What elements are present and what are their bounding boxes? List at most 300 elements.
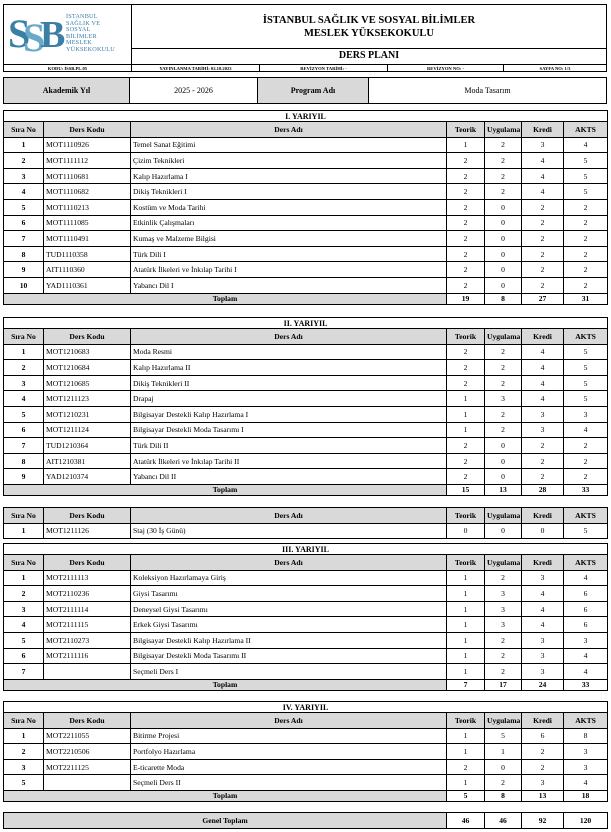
course-kredi: 4	[522, 617, 564, 633]
course-akts: 2	[564, 277, 608, 293]
course-kredi: 4	[522, 391, 564, 407]
course-uygulama: 0	[485, 438, 522, 454]
course-row	[4, 375, 608, 391]
total-uygulama: 13	[485, 484, 522, 495]
svg-text:S: S	[23, 15, 46, 59]
course-akts: 3	[564, 632, 608, 648]
course-teorik: 1	[447, 744, 485, 760]
total-teorik: 19	[447, 293, 485, 304]
semester-1-table	[3, 110, 607, 305]
course-uygulama: 0	[485, 231, 522, 247]
course-row	[4, 759, 608, 775]
semester-total-row	[4, 790, 608, 801]
course-teorik: 1	[447, 728, 485, 744]
header-no: Sıra No	[4, 122, 44, 138]
course-akts: 5	[564, 523, 608, 539]
header-name: Ders Adı	[131, 122, 447, 138]
academic-info-row	[3, 77, 607, 104]
header-uygulama: Uygulama	[485, 122, 522, 138]
course-row	[4, 262, 608, 278]
course-no: 1	[4, 344, 44, 360]
header-teorik: Teorik	[447, 508, 485, 524]
header-code: Ders Kodu	[44, 508, 131, 524]
course-teorik: 2	[447, 453, 485, 469]
course-no: 6	[4, 422, 44, 438]
course-code	[44, 664, 131, 680]
course-row	[4, 137, 608, 153]
course-name: Moda Resmi	[131, 344, 447, 360]
total-uygulama: 17	[485, 679, 522, 690]
course-name: E-ticarette Moda	[131, 759, 447, 775]
total-uygulama: 8	[485, 293, 522, 304]
course-no: 1	[4, 137, 44, 153]
course-akts: 2	[564, 215, 608, 231]
course-teorik: 2	[447, 469, 485, 485]
course-row	[4, 184, 608, 200]
course-code: AIT1110360	[44, 262, 131, 278]
institution-logo-icon	[7, 11, 65, 59]
header-no: Sıra No	[4, 508, 44, 524]
header-akts: AKTS	[564, 329, 608, 345]
document-meta-row	[4, 64, 606, 72]
course-no: 2	[4, 360, 44, 376]
course-name: Bilgisayar Destekli Kalıp Hazırlama I	[131, 406, 447, 422]
course-row	[4, 775, 608, 791]
course-teorik: 2	[447, 153, 485, 169]
grand-total-table	[3, 812, 607, 829]
course-name: Drapaj	[131, 391, 447, 407]
course-code: MOT1110681	[44, 168, 131, 184]
course-kredi: 2	[522, 231, 564, 247]
total-akts: 33	[564, 679, 608, 690]
course-name: Giysi Tasarımı	[131, 586, 447, 602]
course-name: Seçmeli Ders II	[131, 775, 447, 791]
course-name: Temel Sanat Eğitimi	[131, 137, 447, 153]
course-kredi: 2	[522, 453, 564, 469]
course-teorik: 1	[447, 391, 485, 407]
header-teorik: Teorik	[447, 122, 485, 138]
course-kredi: 0	[522, 523, 564, 539]
course-akts: 2	[564, 438, 608, 454]
course-kredi: 4	[522, 168, 564, 184]
total-akts: 33	[564, 484, 608, 495]
course-teorik: 0	[447, 523, 485, 539]
course-name: Staj (30 İş Günü)	[131, 523, 447, 539]
course-akts: 2	[564, 199, 608, 215]
course-row	[4, 744, 608, 760]
course-row	[4, 601, 608, 617]
course-akts: 3	[564, 406, 608, 422]
course-akts: 2	[564, 469, 608, 485]
course-kredi: 3	[522, 422, 564, 438]
header-teorik: Teorik	[447, 555, 485, 571]
course-akts: 2	[564, 246, 608, 262]
column-header-row	[4, 713, 608, 729]
course-code: YAD1110361	[44, 277, 131, 293]
header-kredi: Kredi	[522, 329, 564, 345]
course-no: 2	[4, 153, 44, 169]
meta-code: KODU: İSSB.PL.05	[4, 65, 132, 72]
semester-total-row	[4, 484, 608, 495]
course-name: Kalıp Hazırlama II	[131, 360, 447, 376]
total-kredi: 13	[522, 790, 564, 801]
course-no: 8	[4, 246, 44, 262]
course-kredi: 2	[522, 246, 564, 262]
course-akts: 2	[564, 262, 608, 278]
course-kredi: 4	[522, 153, 564, 169]
column-header-row	[4, 555, 608, 571]
course-kredi: 3	[522, 775, 564, 791]
course-no: 6	[4, 648, 44, 664]
course-uygulama: 0	[485, 246, 522, 262]
course-kredi: 4	[522, 601, 564, 617]
total-kredi: 28	[522, 484, 564, 495]
course-kredi: 3	[522, 406, 564, 422]
course-row	[4, 469, 608, 485]
course-kredi: 3	[522, 570, 564, 586]
course-code: TUD1210364	[44, 438, 131, 454]
course-row	[4, 168, 608, 184]
course-row	[4, 199, 608, 215]
header-akts: AKTS	[564, 508, 608, 524]
course-no: 10	[4, 277, 44, 293]
course-no: 3	[4, 601, 44, 617]
course-code: MOT2110236	[44, 586, 131, 602]
institution-title-line2: MESLEK YÜKSEKOKULU	[303, 28, 434, 39]
course-name: Koleksiyon Hazırlamaya Giriş	[131, 570, 447, 586]
course-row	[4, 246, 608, 262]
course-row	[4, 231, 608, 247]
course-uygulama: 2	[485, 153, 522, 169]
academic-year-label: Akademik Yıl	[4, 78, 130, 103]
course-uygulama: 0	[485, 453, 522, 469]
course-teorik: 1	[447, 570, 485, 586]
column-header-row	[4, 122, 608, 138]
course-no: 2	[4, 586, 44, 602]
course-code: MOT2110273	[44, 632, 131, 648]
course-no: 1	[4, 523, 44, 539]
total-teorik: 5	[447, 790, 485, 801]
course-no: 3	[4, 375, 44, 391]
course-teorik: 1	[447, 586, 485, 602]
course-kredi: 4	[522, 360, 564, 376]
total-teorik: 15	[447, 484, 485, 495]
course-no: 5	[4, 632, 44, 648]
header-akts: AKTS	[564, 555, 608, 571]
header-teorik: Teorik	[447, 329, 485, 345]
course-uygulama: 2	[485, 664, 522, 680]
course-kredi: 4	[522, 586, 564, 602]
course-akts: 4	[564, 137, 608, 153]
course-code: MOT1111112	[44, 153, 131, 169]
course-code: MOT1210685	[44, 375, 131, 391]
header-kredi: Kredi	[522, 122, 564, 138]
semester-title: IV. YARIYIL	[4, 702, 608, 713]
header-name: Ders Adı	[131, 508, 447, 524]
svg-text:B: B	[40, 14, 65, 56]
header-akts: AKTS	[564, 713, 608, 729]
course-name: Çizim Teknikleri	[131, 153, 447, 169]
course-no: 1	[4, 570, 44, 586]
course-kredi: 2	[522, 199, 564, 215]
grand-total-row	[4, 813, 608, 829]
course-row	[4, 391, 608, 407]
course-uygulama: 2	[485, 775, 522, 791]
course-name: Portfolyo Hazırlama	[131, 744, 447, 760]
header-code: Ders Kodu	[44, 713, 131, 729]
header-no: Sıra No	[4, 555, 44, 571]
course-no: 4	[4, 617, 44, 633]
course-no: 5	[4, 775, 44, 791]
course-akts: 5	[564, 184, 608, 200]
course-name: Bilgisayar Destekli Moda Tasarımı I	[131, 422, 447, 438]
course-code: MOT1210683	[44, 344, 131, 360]
meta-publish-date: YAYINLANMA TARİHİ: 02.10.2023	[132, 65, 260, 72]
header-akts: AKTS	[564, 122, 608, 138]
header-teorik: Teorik	[447, 713, 485, 729]
logo-wordmark: İSTANBUL SAĞLIK VE SOSYAL BİLİMLER MESLEK YÜKSEKOKULU	[66, 13, 115, 53]
course-uygulama: 3	[485, 391, 522, 407]
semester-title: II. YARIYIL	[4, 318, 608, 329]
header-name: Ders Adı	[131, 713, 447, 729]
header-kredi: Kredi	[522, 555, 564, 571]
course-row	[4, 728, 608, 744]
course-code: MOT1211123	[44, 391, 131, 407]
course-akts: 5	[564, 344, 608, 360]
course-row	[4, 648, 608, 664]
course-akts: 3	[564, 744, 608, 760]
semester-4-table	[3, 701, 607, 802]
course-no: 7	[4, 664, 44, 680]
grand-total-akts: 120	[564, 813, 608, 829]
course-no: 8	[4, 453, 44, 469]
course-no: 5	[4, 406, 44, 422]
course-no: 7	[4, 438, 44, 454]
total-akts: 31	[564, 293, 608, 304]
course-uygulama: 3	[485, 601, 522, 617]
course-name: Kalıp Hazırlama I	[131, 168, 447, 184]
course-name: Kumaş ve Malzeme Bilgisi	[131, 231, 447, 247]
course-row	[4, 153, 608, 169]
course-code	[44, 775, 131, 791]
course-teorik: 1	[447, 137, 485, 153]
semester-title: III. YARIYIL	[4, 544, 608, 555]
course-akts: 3	[564, 759, 608, 775]
semester-title-row	[4, 544, 608, 555]
institution-title-line1: İSTANBUL SAĞLIK VE SOSYAL BİLİMLER	[262, 15, 476, 26]
course-no: 1	[4, 728, 44, 744]
course-teorik: 1	[447, 648, 485, 664]
document-title: DERS PLANI	[338, 50, 400, 61]
course-code: MOT2111113	[44, 570, 131, 586]
course-teorik: 2	[447, 360, 485, 376]
course-name: Türk Dili I	[131, 246, 447, 262]
course-row	[4, 406, 608, 422]
course-uygulama: 2	[485, 137, 522, 153]
course-row	[4, 664, 608, 680]
course-code: MOT2211055	[44, 728, 131, 744]
total-label: Toplam	[4, 790, 447, 801]
header-code: Ders Kodu	[44, 122, 131, 138]
course-teorik: 2	[447, 344, 485, 360]
course-code: MOT1111085	[44, 215, 131, 231]
course-uygulama: 2	[485, 422, 522, 438]
course-row	[4, 215, 608, 231]
course-no: 5	[4, 199, 44, 215]
course-name: Yabancı Dil II	[131, 469, 447, 485]
meta-revision-no: REVİZYON NO: -	[388, 65, 504, 72]
course-no: 9	[4, 262, 44, 278]
document-header	[3, 4, 607, 72]
course-teorik: 2	[447, 759, 485, 775]
logo	[4, 5, 132, 64]
course-code: TUD1110358	[44, 246, 131, 262]
course-teorik: 1	[447, 775, 485, 791]
institution-title	[132, 5, 606, 49]
course-code: MOT2111116	[44, 648, 131, 664]
semester-title-row	[4, 318, 608, 329]
header-uygulama: Uygulama	[485, 555, 522, 571]
internship-table	[3, 507, 607, 539]
course-akts: 6	[564, 617, 608, 633]
course-akts: 2	[564, 231, 608, 247]
course-akts: 4	[564, 775, 608, 791]
course-name: Bilgisayar Destekli Kalıp Hazırlama II	[131, 632, 447, 648]
course-kredi: 3	[522, 648, 564, 664]
course-name: Atatürk İlkeleri ve İnkılap Tarihi II	[131, 453, 447, 469]
course-teorik: 2	[447, 184, 485, 200]
course-uygulama: 2	[485, 406, 522, 422]
course-code: MOT2211125	[44, 759, 131, 775]
course-kredi: 2	[522, 215, 564, 231]
course-row	[4, 570, 608, 586]
course-uygulama: 2	[485, 648, 522, 664]
course-uygulama: 1	[485, 744, 522, 760]
course-teorik: 2	[447, 246, 485, 262]
course-akts: 4	[564, 422, 608, 438]
course-uygulama: 3	[485, 617, 522, 633]
total-kredi: 27	[522, 293, 564, 304]
header-uygulama: Uygulama	[485, 508, 522, 524]
course-kredi: 6	[522, 728, 564, 744]
header-kredi: Kredi	[522, 508, 564, 524]
course-uygulama: 0	[485, 759, 522, 775]
course-uygulama: 0	[485, 277, 522, 293]
course-uygulama: 2	[485, 360, 522, 376]
header-uygulama: Uygulama	[485, 713, 522, 729]
course-kredi: 3	[522, 137, 564, 153]
course-no: 2	[4, 744, 44, 760]
course-no: 9	[4, 469, 44, 485]
course-kredi: 2	[522, 277, 564, 293]
course-teorik: 2	[447, 215, 485, 231]
course-teorik: 1	[447, 601, 485, 617]
course-row	[4, 360, 608, 376]
header-uygulama: Uygulama	[485, 329, 522, 345]
course-name: Kostüm ve Moda Tarihi	[131, 199, 447, 215]
semester-3-table	[3, 543, 607, 691]
course-uygulama: 2	[485, 184, 522, 200]
course-uygulama: 2	[485, 375, 522, 391]
course-akts: 5	[564, 153, 608, 169]
semester-total-row	[4, 293, 608, 304]
course-name: Erkek Giysi Tasarımı	[131, 617, 447, 633]
course-akts: 4	[564, 648, 608, 664]
course-kredi: 2	[522, 759, 564, 775]
course-akts: 6	[564, 586, 608, 602]
course-kredi: 4	[522, 375, 564, 391]
course-akts: 2	[564, 453, 608, 469]
semester-title: I. YARIYIL	[4, 111, 608, 122]
semester-2-table	[3, 317, 607, 496]
course-kredi: 3	[522, 632, 564, 648]
meta-page-no: SAYFA NO: 1/3	[539, 66, 571, 71]
course-code: MOT1211124	[44, 422, 131, 438]
course-row	[4, 438, 608, 454]
total-label: Toplam	[4, 293, 447, 304]
course-code: AIT1210381	[44, 453, 131, 469]
course-row	[4, 344, 608, 360]
course-name: Deneysel Giysi Tasarımı	[131, 601, 447, 617]
total-teorik: 7	[447, 679, 485, 690]
academic-year-value: 2025 - 2026	[130, 78, 258, 103]
course-teorik: 2	[447, 168, 485, 184]
course-kredi: 2	[522, 744, 564, 760]
course-code: MOT1110491	[44, 231, 131, 247]
total-kredi: 24	[522, 679, 564, 690]
course-code: MOT1210684	[44, 360, 131, 376]
course-teorik: 2	[447, 375, 485, 391]
course-code: MOT2111115	[44, 617, 131, 633]
course-no: 7	[4, 231, 44, 247]
course-row	[4, 422, 608, 438]
course-kredi: 2	[522, 438, 564, 454]
course-row	[4, 277, 608, 293]
course-uygulama: 0	[485, 469, 522, 485]
course-uygulama: 0	[485, 215, 522, 231]
course-no: 6	[4, 215, 44, 231]
svg-text:S: S	[8, 11, 31, 56]
course-row	[4, 632, 608, 648]
course-uygulama: 3	[485, 586, 522, 602]
course-akts: 5	[564, 360, 608, 376]
course-row	[4, 453, 608, 469]
program-label: Program Adı	[258, 78, 369, 103]
course-teorik: 2	[447, 262, 485, 278]
course-name: Bilgisayar Destekli Moda Tasarımı II	[131, 648, 447, 664]
header-name: Ders Adı	[131, 555, 447, 571]
column-header-row	[4, 508, 608, 524]
course-row	[4, 617, 608, 633]
grand-total-uygulama: 46	[485, 813, 522, 829]
course-teorik: 1	[447, 422, 485, 438]
course-teorik: 2	[447, 438, 485, 454]
total-label: Toplam	[4, 679, 447, 690]
course-kredi: 4	[522, 344, 564, 360]
course-teorik: 1	[447, 406, 485, 422]
course-code: MOT1110682	[44, 184, 131, 200]
total-label: Toplam	[4, 484, 447, 495]
course-akts: 5	[564, 391, 608, 407]
course-code: MOT2210506	[44, 744, 131, 760]
course-kredi: 4	[522, 184, 564, 200]
column-header-row	[4, 329, 608, 345]
course-teorik: 1	[447, 632, 485, 648]
semester-title-row	[4, 111, 608, 122]
grand-total-label: Genel Toplam	[4, 813, 447, 829]
meta-revision-date: REVİZYON TARİHİ: -	[260, 65, 388, 72]
course-no: 3	[4, 168, 44, 184]
